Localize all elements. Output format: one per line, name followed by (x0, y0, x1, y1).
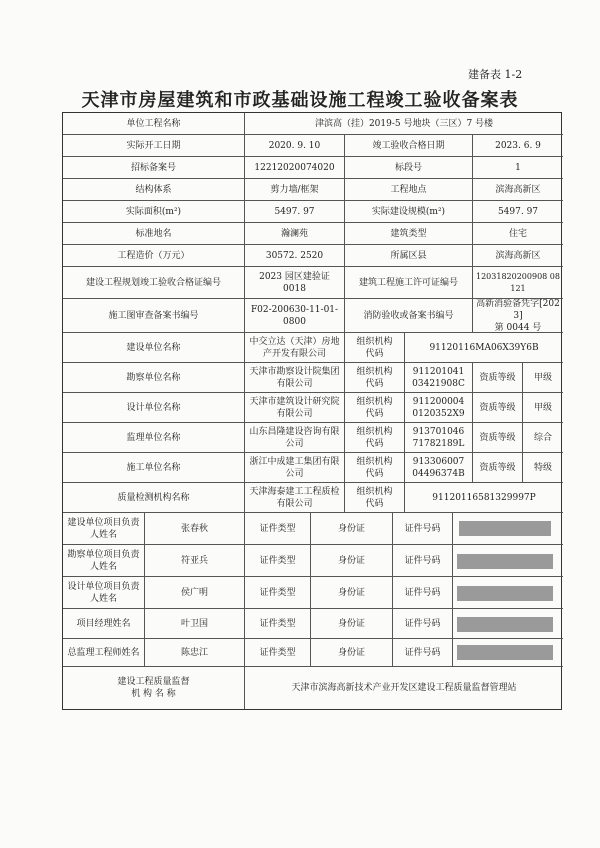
project-name-value: 津滨高（挂）2019-5 号地块（三区）7 号楼 (245, 113, 563, 135)
cert-type-label: 证件类型 (245, 639, 311, 667)
org-code-label: 组织机构 代码 (345, 393, 405, 423)
unit-label: 勘察单位名称 (63, 363, 245, 393)
person-name: 侯广明 (145, 577, 245, 609)
site-label: 工程地点 (345, 179, 473, 201)
redaction-bar (457, 645, 553, 660)
planning-cert-value: 2023 园区建验证 0018 (245, 267, 345, 299)
grade-value: 甲级 (523, 363, 563, 393)
org-code-value: 911200004 0120352X9 (405, 393, 473, 423)
cert-no-label: 证件号码 (393, 545, 453, 577)
unit-label: 施工单位名称 (63, 453, 245, 483)
cert-type-value: 身份证 (311, 545, 393, 577)
building-type-label: 建筑类型 (345, 223, 473, 245)
cost-label: 工程造价（万元） (63, 245, 245, 267)
record-table (62, 112, 562, 710)
grade-value: 特级 (523, 453, 563, 483)
cert-no-value (453, 545, 563, 577)
grade-value: 甲级 (523, 393, 563, 423)
org-code-value: 91120116MA06X39Y6B (405, 333, 563, 363)
cert-type-value: 身份证 (311, 639, 393, 667)
org-code-label: 组织机构 代码 (345, 333, 405, 363)
standard-name-value: 瀚澜苑 (245, 223, 345, 245)
permit-value: 12031820200908 08121 (473, 267, 563, 299)
org-code-label: 组织机构 代码 (345, 423, 405, 453)
unit-label: 建设单位名称 (63, 333, 245, 363)
cert-type-label: 证件类型 (245, 609, 311, 639)
redaction-bar (459, 521, 551, 536)
cert-no-label: 证件号码 (393, 609, 453, 639)
cert-type-value: 身份证 (311, 577, 393, 609)
scale-value: 5497. 97 (473, 201, 563, 223)
unit-name: 天津市建筑设计研究院 有限公司 (245, 393, 345, 423)
fire-acceptance-label: 消防验收或备案书编号 (345, 299, 473, 333)
org-code-label: 组织机构 代码 (345, 453, 405, 483)
tender-no-label: 招标备案号 (63, 157, 245, 179)
unit-name: 天津海泰建工工程质检 有限公司 (245, 483, 345, 513)
scale-label: 实际建设规模(m²) (345, 201, 473, 223)
cert-type-value: 身份证 (311, 513, 393, 545)
org-code-value: 911201041 03421908C (405, 363, 473, 393)
cert-no-value (453, 577, 563, 609)
org-code-label: 组织机构 代码 (345, 483, 405, 513)
person-role-label: 总监理工程师姓名 (63, 639, 145, 667)
grade-label: 资质等级 (473, 453, 523, 483)
unit-name: 中交立达（天津）房地 产开发有限公司 (245, 333, 345, 363)
grade-label: 资质等级 (473, 393, 523, 423)
fire-acceptance-value: 高新消验备凭字[2023] 第 0044 号 (473, 299, 563, 333)
supervision-value: 天津市滨海高新技术产业开发区建设工程质量监督管理站 (291, 683, 517, 693)
org-code-value: 91120116581329997P (405, 483, 563, 513)
org-code-value: 913306007 04496374B (405, 453, 473, 483)
district-value: 滨海高新区 (473, 245, 563, 267)
redaction-bar (457, 586, 553, 601)
standard-name-label: 标准地名 (63, 223, 245, 245)
structure-label: 结构体系 (63, 179, 245, 201)
grade-label: 资质等级 (473, 363, 523, 393)
unit-name: 天津市勘察设计院集团 有限公司 (245, 363, 345, 393)
redaction-bar (457, 554, 553, 569)
acceptance-date-value: 2023. 6. 9 (473, 135, 563, 157)
person-role-label: 建设单位项目负责 人姓名 (63, 513, 145, 545)
redaction-bar (457, 617, 553, 632)
structure-value: 剪力墙/框架 (245, 179, 345, 201)
unit-name: 山东昌隆建设咨询有限 公司 (245, 423, 345, 453)
cert-no-label: 证件号码 (393, 513, 453, 545)
cost-value: 30572. 2520 (245, 245, 345, 267)
person-role-label: 项目经理姓名 (63, 609, 145, 639)
permit-label: 建筑工程施工许可证编号 (345, 267, 473, 299)
acceptance-date-label: 竣工验收合格日期 (345, 135, 473, 157)
cert-no-label: 证件号码 (393, 639, 453, 667)
section-no-value: 1 (473, 157, 563, 179)
planning-cert-label: 建设工程规划竣工验收合格证编号 (63, 267, 245, 299)
person-role-label: 勘察单位项目负责 人姓名 (63, 545, 145, 577)
building-type-value: 住宅 (473, 223, 563, 245)
start-date-value: 2020. 9. 10 (245, 135, 345, 157)
person-name: 符亚兵 (145, 545, 245, 577)
person-role-label: 设计单位项目负责 人姓名 (63, 577, 145, 609)
district-label: 所属区县 (345, 245, 473, 267)
site-value: 滨海高新区 (473, 179, 563, 201)
section-no-label: 标段号 (345, 157, 473, 179)
cert-type-label: 证件类型 (245, 577, 311, 609)
person-name: 叶卫国 (145, 609, 245, 639)
unit-name: 浙江中成建工集团有限 公司 (245, 453, 345, 483)
grade-value: 综合 (523, 423, 563, 453)
org-code-value: 913701046 71782189L (405, 423, 473, 453)
grade-label: 资质等级 (473, 423, 523, 453)
cert-no-label: 证件号码 (393, 577, 453, 609)
person-name: 张春秋 (145, 513, 245, 545)
form-number: 建备表 1-2 (468, 68, 523, 81)
cert-type-label: 证件类型 (245, 513, 311, 545)
org-code-label: 组织机构 代码 (345, 363, 405, 393)
start-date-label: 实际开工日期 (63, 135, 245, 157)
document-title: 天津市房屋建筑和市政基础设施工程竣工验收备案表 (81, 90, 519, 111)
area-value: 5497. 97 (245, 201, 345, 223)
drawing-review-label: 施工图审查备案书编号 (63, 299, 245, 333)
cert-no-value (453, 609, 563, 639)
drawing-review-value: F02-200630-11-01- 0800 (245, 299, 345, 333)
cert-no-value (453, 513, 563, 545)
project-name-label: 单位工程名称 (63, 113, 245, 135)
tender-no-value: 12212020074020 (245, 157, 345, 179)
cert-type-label: 证件类型 (245, 545, 311, 577)
area-label: 实际面积(m²) (63, 201, 245, 223)
supervision-label: 建设工程质量监督 机 构 名 称 (63, 667, 245, 709)
unit-label: 设计单位名称 (63, 393, 245, 423)
cert-type-value: 身份证 (311, 609, 393, 639)
cert-no-value (453, 639, 563, 667)
unit-label: 质量检测机构名称 (63, 483, 245, 513)
unit-label: 监理单位名称 (63, 423, 245, 453)
person-name: 陈忠江 (145, 639, 245, 667)
